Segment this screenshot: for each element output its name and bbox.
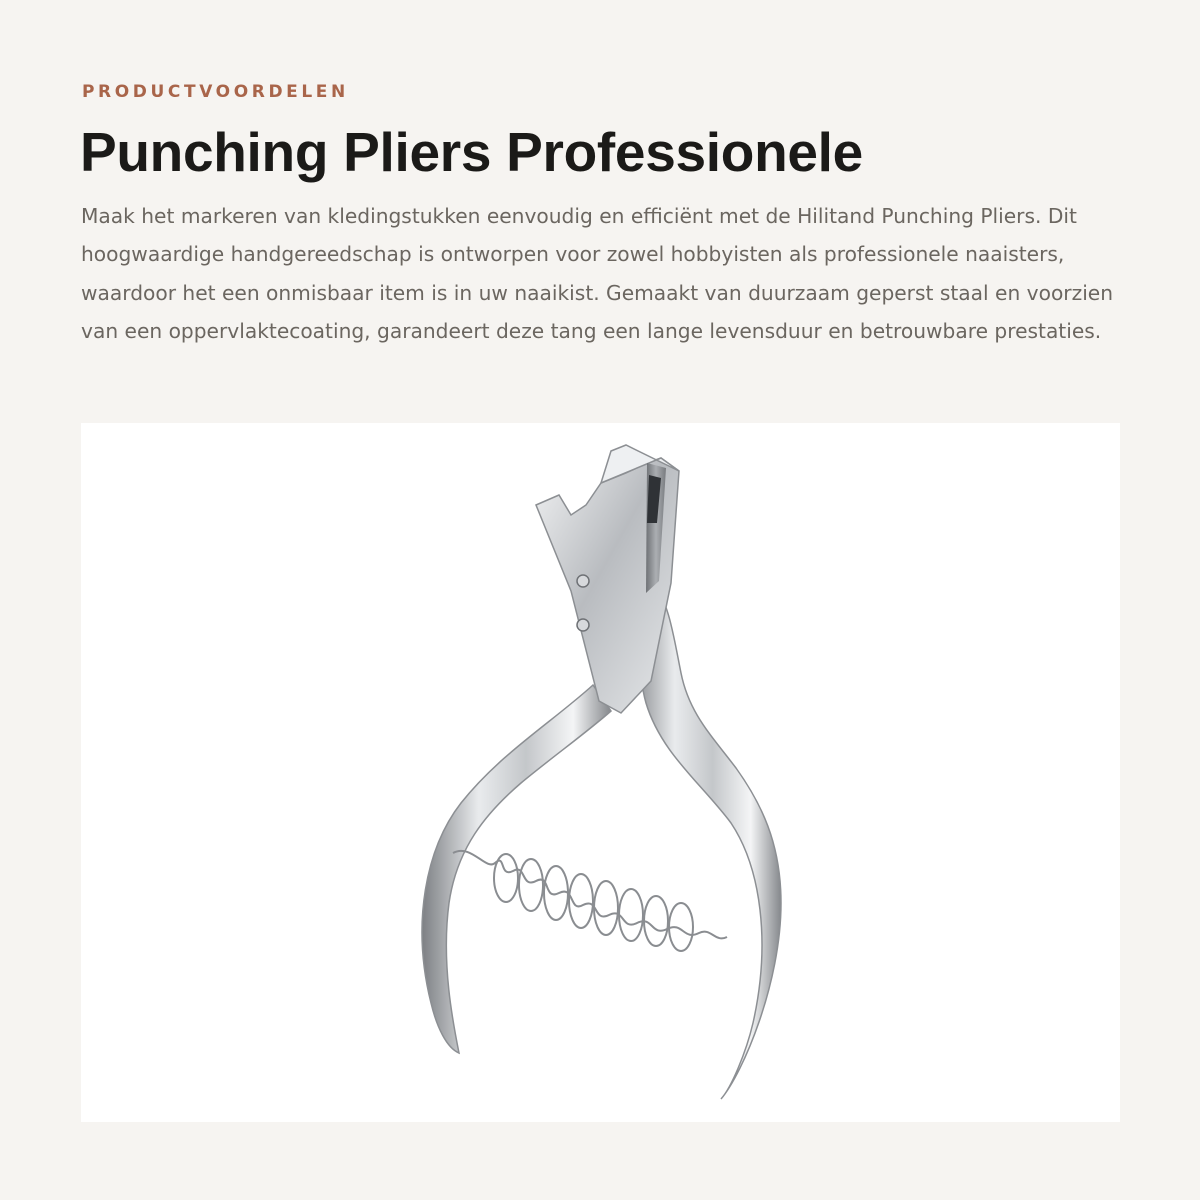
rivet-bottom <box>577 619 589 631</box>
section-eyebrow: PRODUCTVOORDELEN <box>82 82 349 102</box>
page-title: Punching Pliers Professionele <box>80 121 863 183</box>
spring <box>453 851 727 951</box>
rivet-top <box>577 575 589 587</box>
punching-pliers-icon <box>81 423 1120 1122</box>
product-image-panel <box>81 423 1120 1122</box>
product-description: Maak het markeren van kledingstukken eenvoudig en efficiënt met de Hilitand Punching Pliers. Dit hoogwaardige handgereedschap is ontworpen voor zowel hobbyisten als professionele naaisters, waardoor het een onmisbaar item is in uw naaikist. Gemaakt van duurzaam geperst staal en voorzien van een oppervlaktecoating, garandeert deze tang een lange levensduur en betrouwbare prestaties. <box>81 204 1114 344</box>
